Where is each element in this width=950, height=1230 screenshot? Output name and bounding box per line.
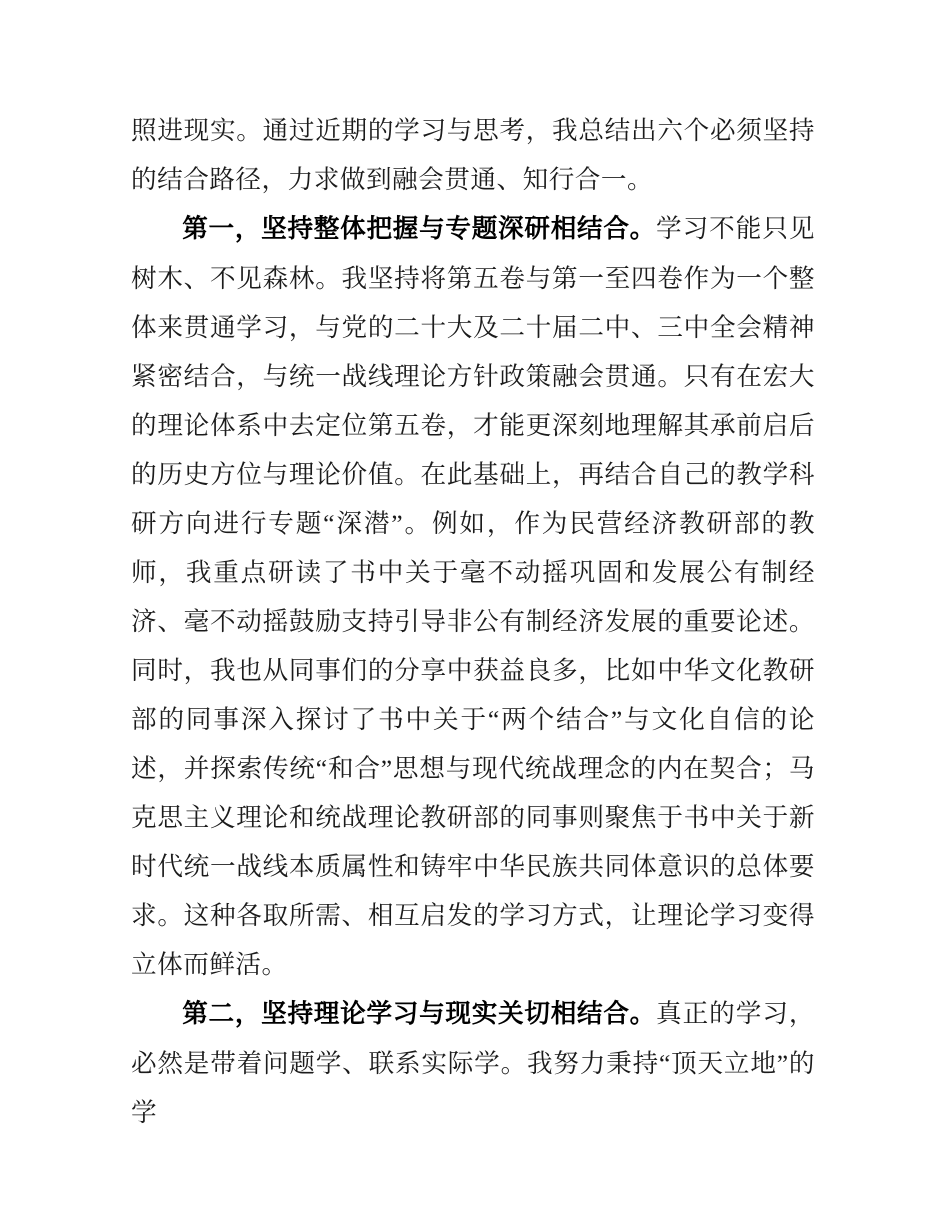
- paragraph-continuation: [131, 106, 815, 204]
- document-text-column: [131, 106, 815, 1137]
- paragraph-body-text: 照进现实。通过近期的学习与思考，我总结出六个必须坚持的结合路径，力求做到融会贯通、知行合一。: [131, 116, 815, 194]
- paragraph-point-one: [131, 204, 815, 989]
- paragraph-point-two: [131, 989, 815, 1137]
- paragraph-lead-heading: 第二，坚持理论学习与现实关切相结合。: [182, 1000, 656, 1028]
- paragraph-body-text: 真正的学习，必然是带着问题学、联系实际学。我努力秉持“顶天立地”的学: [131, 999, 815, 1127]
- paragraph-body-text: 学习不能只见树木、不见森林。我坚持将第五卷与第一至四卷作为一个整体来贯通学习，与党的二十大及二十届二中、三中全会精神紧密结合，与统一战线理论方针政策融会贯通。只有在宏大的理论体系中去定位第五卷，才能更深刻地理解其承前启后的历史方位与理论价值。在此基础上，再结合自己的教学科研方向进行专题“深潜”。例如，作为民营经济教研部的教师，我重点研读了书中关于毫不动摇巩固和发展公有制经济、毫不动摇鼓励支持引导非公有制经济发展的重要论述。同时，我也从同事们的分享中获益良多，比如中华文化教研部的同事深入探讨了书中关于“两个结合”与文化自信的论述，并探索传统“和合”思想与现代统战理念的内在契合；马克思主义理论和统战理论教研部的同事则聚焦于书中关于新时代统一战线本质属性和铸牢中华民族共同体意识的总体要求。这种各取所需、相互启发的学习方式，让理论学习变得立体而鲜活。: [131, 214, 815, 979]
- paragraph-lead-heading: 第一，坚持整体把握与专题深研相结合。: [182, 215, 656, 243]
